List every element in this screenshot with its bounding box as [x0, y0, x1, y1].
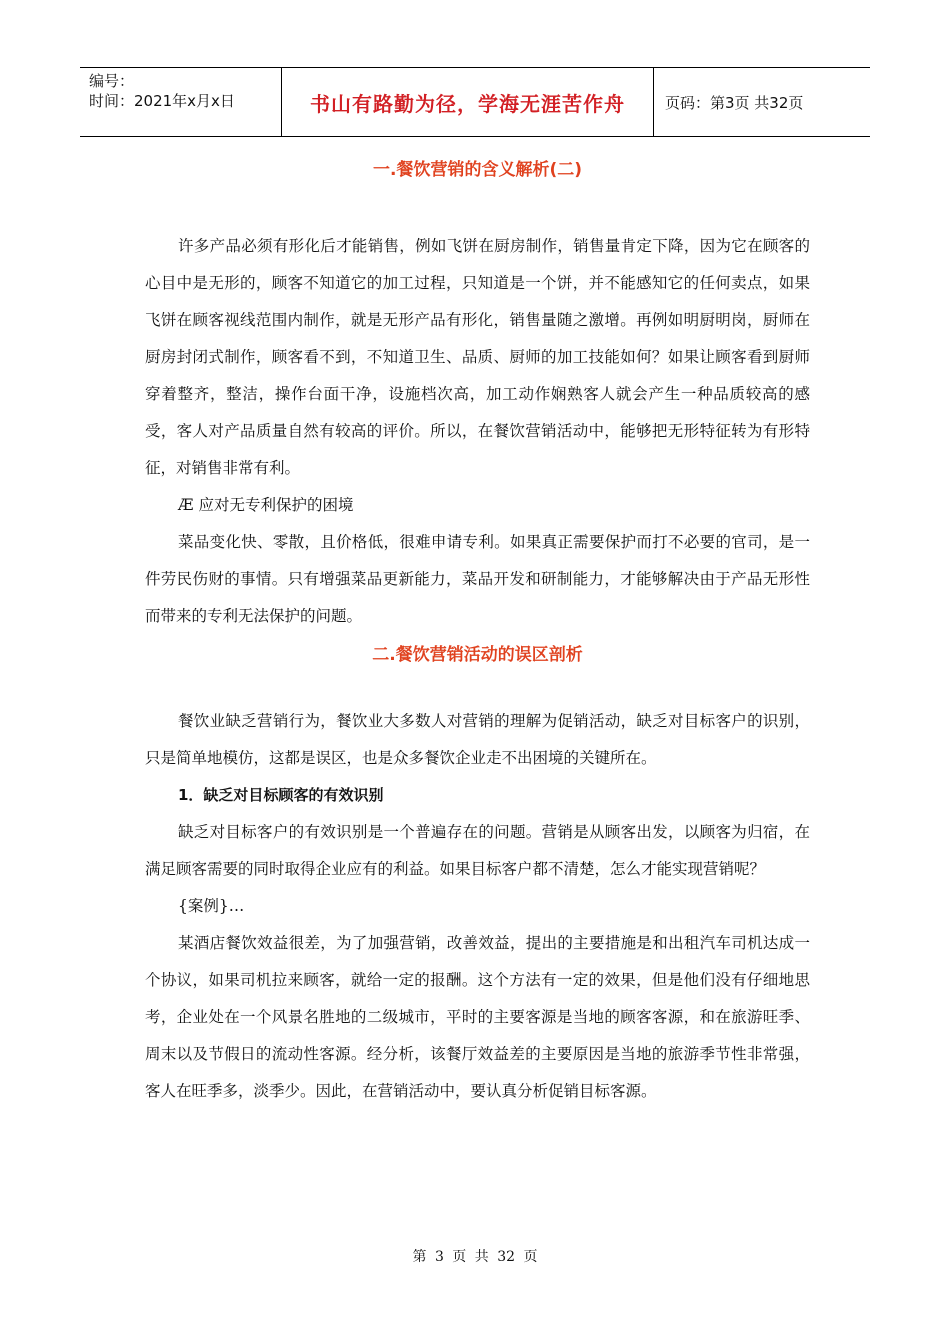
- section-2-heading-1: 1．缺乏对目标顾客的有效识别: [178, 786, 384, 804]
- time-label: 时间：2021年x月x日: [89, 92, 235, 110]
- section-2-paragraph-2: 缺乏对目标客户的有效识别是一个普遍存在的问题。营销是从顾客出发，以顾客为归宿，在满足顾客需要的同时取得企业应有的利益。如果目标客户都不清楚，怎么才能实现营销呢？: [145, 823, 810, 878]
- case-label: {案例}…: [178, 897, 245, 915]
- header-meta: [80, 68, 282, 136]
- section-2-title: 二.餐饮营销活动的误区剖析: [372, 645, 583, 665]
- header-page-info: 页码：第3页 共32页: [665, 93, 804, 112]
- section-1-paragraph-1: 许多产品必须有形化后才能销售，例如飞饼在厨房制作，销售量肯定下降，因为它在顾客的心目中是无形的，顾客不知道它的加工过程，只知道是一个饼，并不能感知它的任何卖点，如果飞饼在顾客视线范围内制作，就是无形产品有形化，销售量随之激增。再例如明厨明岗，厨师在厨房封闭式制作，顾客看不到，不知道卫生、品质、厨师的加工技能如何？如果让顾客看到厨师穿着整齐，整洁，操作台面干净，设施档次高，加工动作娴熟客人就会产生一种品质较高的感受，客人对产品质量自然有较高的评价。所以，在餐饮营销活动中，能够把无形特征转为有形特征，对销售非常有利。: [145, 237, 810, 477]
- number-label: 编号：: [89, 72, 135, 90]
- case-paragraph: 某酒店餐饮效益很差，为了加强营销，改善效益，提出的主要措施是和出租汽车司机达成一个协议，如果司机拉来顾客，就给一定的报酬。这个方法有一定的效果，但是他们没有仔细地思考，企业处在一个风景名胜地的二级城市，平时的主要客源是当地的顾客客源，和在旅游旺季、周末以及节假日的流动性客源。经分析，该餐厅效益差的主要原因是当地的旅游季节性非常强，客人在旺季多，淡季少。因此，在营销活动中，要认真分析促销目标客源。: [145, 934, 810, 1100]
- page-footer: 第 3 页 共 32 页: [412, 1249, 538, 1265]
- section-2-paragraph-1: 餐饮业缺乏营销行为，餐饮业大多数人对营销的理解为促销活动，缺乏对目标客户的识别，只是简单地模仿，这都是误区，也是众多餐饮企业走不出困境的关键所在。: [145, 712, 810, 767]
- section-1-title: 一.餐饮营销的含义解析(二): [373, 160, 582, 180]
- section-1-subheading: Æ 应对无专利保护的困境: [178, 496, 354, 514]
- header-motto: 书山有路勤为径，学海无涯苦作舟: [282, 68, 654, 136]
- section-1-paragraph-2: 菜品变化快、零散，且价格低，很难申请专利。如果真正需要保护而打不必要的官司，是一件劳民伤财的事情。只有增强菜品更新能力，菜品开发和研制能力，才能够解决由于产品无形性而带来的专利无法保护的问题。: [145, 533, 810, 625]
- document-body: [145, 150, 810, 1110]
- page-header: [80, 67, 870, 137]
